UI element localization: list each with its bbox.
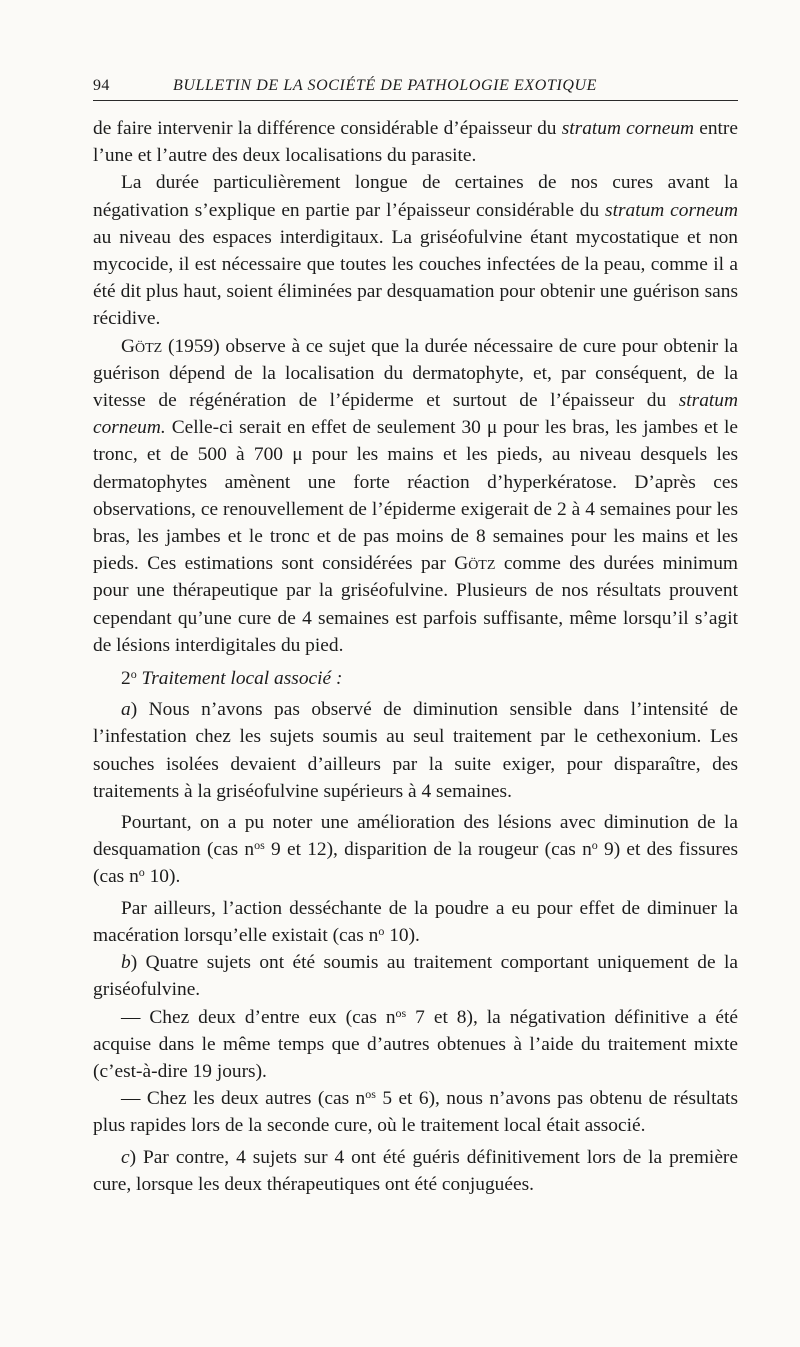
paragraph-c: c) Par contre, 4 sujets sur 4 ont été guéris définitivement lors de la première cure, lorsque les deux thérapeutiques ont été conjuguées.	[93, 1146, 738, 1195]
author-name: Götz	[121, 335, 163, 357]
journal-title: BULLETIN DE LA SOCIÉTÉ DE PATHOLOGIE EXOTIQUE	[173, 77, 598, 94]
paragraph-b: b) Quatre sujets ont été soumis au traitement comportant uniquement de la griséofulvine.	[93, 952, 738, 1001]
paragraph-3: Götz (1959) observe à ce sujet que la durée nécessaire de cure pour obtenir la guérison dépend de la localisation du dermatophyte, et, par conséquent, de la vitesse de régénération de l’épiderme et surtout de l’épaisseur du stratum corneum. Celle-ci serait en effet de seulement 30 μ pour les bras, les jambes et le tronc, et de 500 à 700 μ pour les mains et les pieds, au niveau desquels les dermatophytes amènent une forte réaction d’hyperkératose. D’après ces observations, ce renouvellement de l’épiderme exigerait de 2 à 4 semaines pour les bras, les jambes et le tronc et de pas moins de 8 semaines pour les mains et les pieds. Ces estimations sont considérées par Götz comme des durées minimum pour une thérapeutique par la griséofulvine. Plusieurs de nos résultats prouvent cependant qu’une cure de 4 semaines est parfois suffisante, même lorsqu’il s’agit de lésions interdigitales du pied.	[93, 335, 738, 656]
paragraph-1: de faire intervenir la différence considérable d’épaisseur du stratum corneum entre l’une et l’autre des deux localisations du parasite.	[93, 118, 738, 167]
paragraph-5: Pourtant, on a pu noter une amélioration des lésions avec diminution de la desquamation (cas $n^{os}$ 9 et 12), disparition de la rougeur (cas $n^o$ 9) et des fissures (cas $n^o$ 10).	[93, 812, 738, 888]
paragraph-8: — Chez deux d’entre eux (cas $n^{os}$ 7 et 8), la négativation définitive a été acquise dans le même temps que d’autres obtenues à l’aide du traitement mixte (c’est-à-dire 19 jours).	[93, 1005, 738, 1082]
page-number: 94	[93, 77, 110, 94]
paragraph-6: Par ailleurs, l’action desséchante de la poudre a eu pour effet de diminuer la macération lorsqu’elle existait (cas $n^o$ 10).	[93, 897, 738, 946]
section-heading: 2$^o$ Traitement local associé :	[121, 667, 343, 690]
author-name: Götz	[454, 553, 496, 575]
paragraph-9: — Chez les deux autres (cas $n^{os}$ 5 et 6), nous n’avons pas obtenu de résultats plus rapides lors de la seconde cure, où le traitement local était associé.	[93, 1087, 738, 1137]
paragraph-a: a) Nous n’avons pas observé de diminution sensible dans l’intensité de l’infestation chez les sujets soumis au seul traitement par le cethexonium. Les souches isolées devaient d’ailleurs par la suite exiger, pour disparaître, des traitements à la griséofulvine supérieurs à 4 semaines.	[93, 699, 738, 802]
running-header	[93, 72, 738, 101]
paragraph-2: La durée particulièrement longue de certaines de nos cures avant la négativation s’explique en partie par l’épaisseur considérable du stratum corneum au niveau des espaces interdigitaux. La griséofulvine étant mycostatique et non mycocide, il est nécessaire que toutes les couches infectées de la peau, comme il a été dit plus haut, soient éliminées par desquamation pour obtenir une guérison sans récidive.	[93, 172, 738, 330]
document-page	[93, 72, 738, 1198]
article-body	[93, 115, 738, 1198]
